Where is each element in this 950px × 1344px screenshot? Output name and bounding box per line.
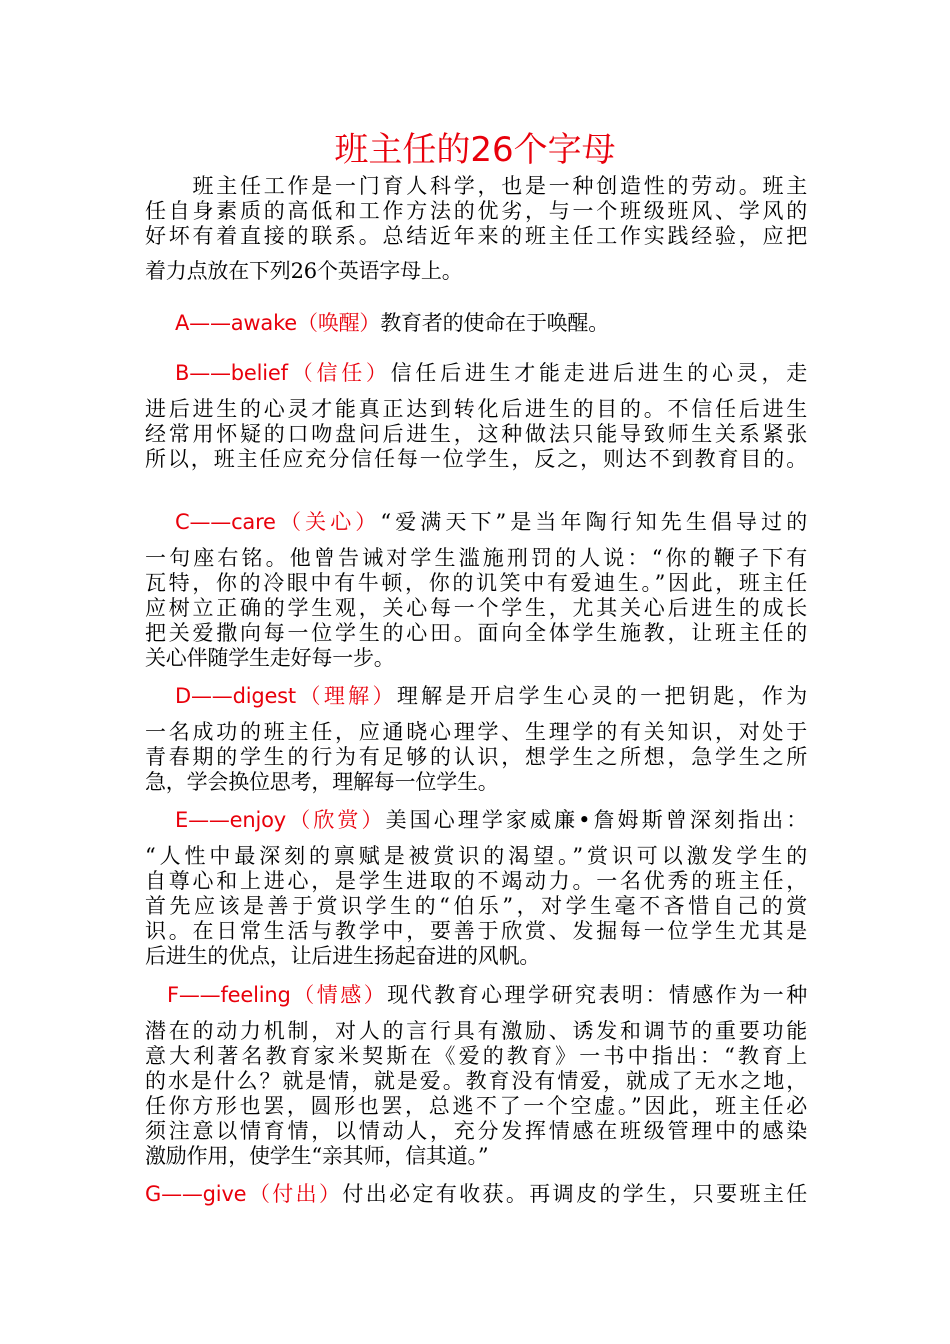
intro-line: 好坏有着直接的联系。总结近年来的班主任工作实践经验，应把 bbox=[145, 224, 807, 248]
section-g bbox=[145, 1182, 807, 1207]
section-first-line bbox=[145, 311, 807, 336]
section-line: 所以，班主任应充分信任每一位学生，反之，则达不到教育目的。 bbox=[145, 447, 807, 471]
section-line: 进后进生的心灵才能真正达到转化后进生的目的。不信任后进生 bbox=[145, 397, 807, 421]
section-heading: A——awake bbox=[175, 311, 298, 335]
section-text: 信任后进生才能走进后进生的心灵，走 bbox=[390, 361, 807, 385]
section-text: “爱满天下”是当年陶行知先生倡导过的 bbox=[380, 510, 808, 534]
section-gloss: （付出） bbox=[246, 1182, 343, 1206]
intro-line: 班主任工作是一门育人科学，也是一种创造性的劳动。班主 bbox=[145, 174, 807, 198]
section-line: 的水是什么？就是情，就是爱。教育没有情爱，就成了无水之地， bbox=[145, 1069, 807, 1093]
section-gloss: （信任） bbox=[287, 361, 391, 385]
intro-line: 着力点放在下列26个英语字母上。 bbox=[145, 259, 463, 283]
section-text: 现代教育心理学研究表明：情感作为一种 bbox=[387, 983, 807, 1007]
section-line: 潜在的动力机制，对人的言行具有激励、诱发和调节的重要功能 bbox=[145, 1019, 807, 1043]
section-line: 经常用怀疑的口吻盘问后进生，这种做法只能导致师生关系紧张 bbox=[145, 422, 807, 446]
section-line: 识。在日常生活与教学中，要善于欣赏、发掘每一位学生尤其是 bbox=[145, 919, 807, 943]
section-e bbox=[145, 808, 807, 969]
section-heading: B——belief bbox=[175, 361, 288, 385]
section-f bbox=[145, 983, 807, 1169]
section-b bbox=[145, 361, 807, 472]
section-first-line bbox=[145, 1182, 807, 1207]
intro-paragraph bbox=[145, 174, 807, 284]
intro-line: 任自身素质的高低和工作方法的优劣，与一个班级班风、学风的 bbox=[145, 199, 807, 223]
section-gloss: （关心） bbox=[275, 510, 381, 534]
section-first-line bbox=[145, 684, 807, 709]
section-d bbox=[145, 684, 807, 795]
section-text: 理解是开启学生心灵的一把钥匙，作为 bbox=[396, 684, 807, 708]
section-first-line bbox=[145, 510, 807, 535]
section-line: 一名成功的班主任，应通晓心理学、生理学的有关知识，对处于 bbox=[145, 720, 807, 744]
section-gloss: （理解） bbox=[295, 684, 397, 708]
section-line: 急，学会换位思考，理解每一位学生。 bbox=[145, 770, 499, 794]
section-gloss: （欣赏） bbox=[286, 808, 386, 832]
section-line: 应树立正确的学生观，关心每一个学生，尤其关心后进生的成长 bbox=[145, 596, 807, 620]
document-title: 班主任的26个字母 bbox=[334, 130, 616, 170]
section-line: 须注意以情育情，以情动人，充分发挥情感在班级管理中的感染 bbox=[145, 1119, 807, 1143]
section-line: 把关爱撒向每一位学生的心田。面向全体学生施教，让班主任的 bbox=[145, 621, 807, 645]
section-line: 意大利著名教育家米契斯在《爱的教育》一书中指出：“教育上 bbox=[145, 1044, 807, 1068]
section-heading: C——care bbox=[175, 510, 276, 534]
section-a bbox=[145, 311, 807, 336]
section-gloss: （唤醒） bbox=[297, 311, 381, 335]
section-line: 后进生的优点，让后进生扬起奋进的风帆。 bbox=[145, 944, 541, 968]
section-line: 任你方形也罢，圆形也罢，总逃不了一个空虚。”因此，班主任必 bbox=[145, 1094, 807, 1118]
section-heading: D——digest bbox=[175, 684, 296, 708]
section-line: 自尊心和上进心，是学生进取的不竭动力。一名优秀的班主任， bbox=[145, 869, 807, 893]
section-line: “人性中最深刻的禀赋是被赏识的渴望。”赏识可以激发学生的 bbox=[145, 844, 807, 868]
section-line: 激励作用，使学生“亲其师，信其道。” bbox=[145, 1144, 489, 1168]
section-text: 美国心理学家威廉•詹姆斯曾深刻指出： bbox=[385, 808, 807, 832]
section-text: 付出必定有收获。再调皮的学生，只要班主任 bbox=[342, 1182, 808, 1206]
section-first-line bbox=[145, 808, 807, 833]
section-line: 首先应该是善于赏识学生的“伯乐”，对学生毫不吝惜自己的赏 bbox=[145, 894, 807, 918]
section-line: 青春期的学生的行为有足够的认识，想学生之所想，急学生之所 bbox=[145, 745, 807, 769]
section-line: 一句座右铭。他曾告诫对学生滥施刑罚的人说：“你的鞭子下有 bbox=[145, 546, 807, 570]
section-gloss: （情感） bbox=[290, 983, 388, 1007]
section-c bbox=[145, 510, 807, 671]
section-text: 教育者的使命在于唤醒。 bbox=[380, 311, 610, 335]
section-line: 关心伴随学生走好每一步。 bbox=[145, 646, 395, 670]
section-first-line bbox=[145, 983, 807, 1008]
section-line: 瓦特，你的冷眼中有牛顿，你的讥笑中有爱迪生。”因此，班主任 bbox=[145, 571, 807, 595]
section-heading: E——enjoy bbox=[175, 808, 287, 832]
section-first-line bbox=[145, 361, 807, 386]
section-heading: F——feeling bbox=[167, 983, 291, 1007]
section-heading: G——give bbox=[145, 1182, 247, 1206]
